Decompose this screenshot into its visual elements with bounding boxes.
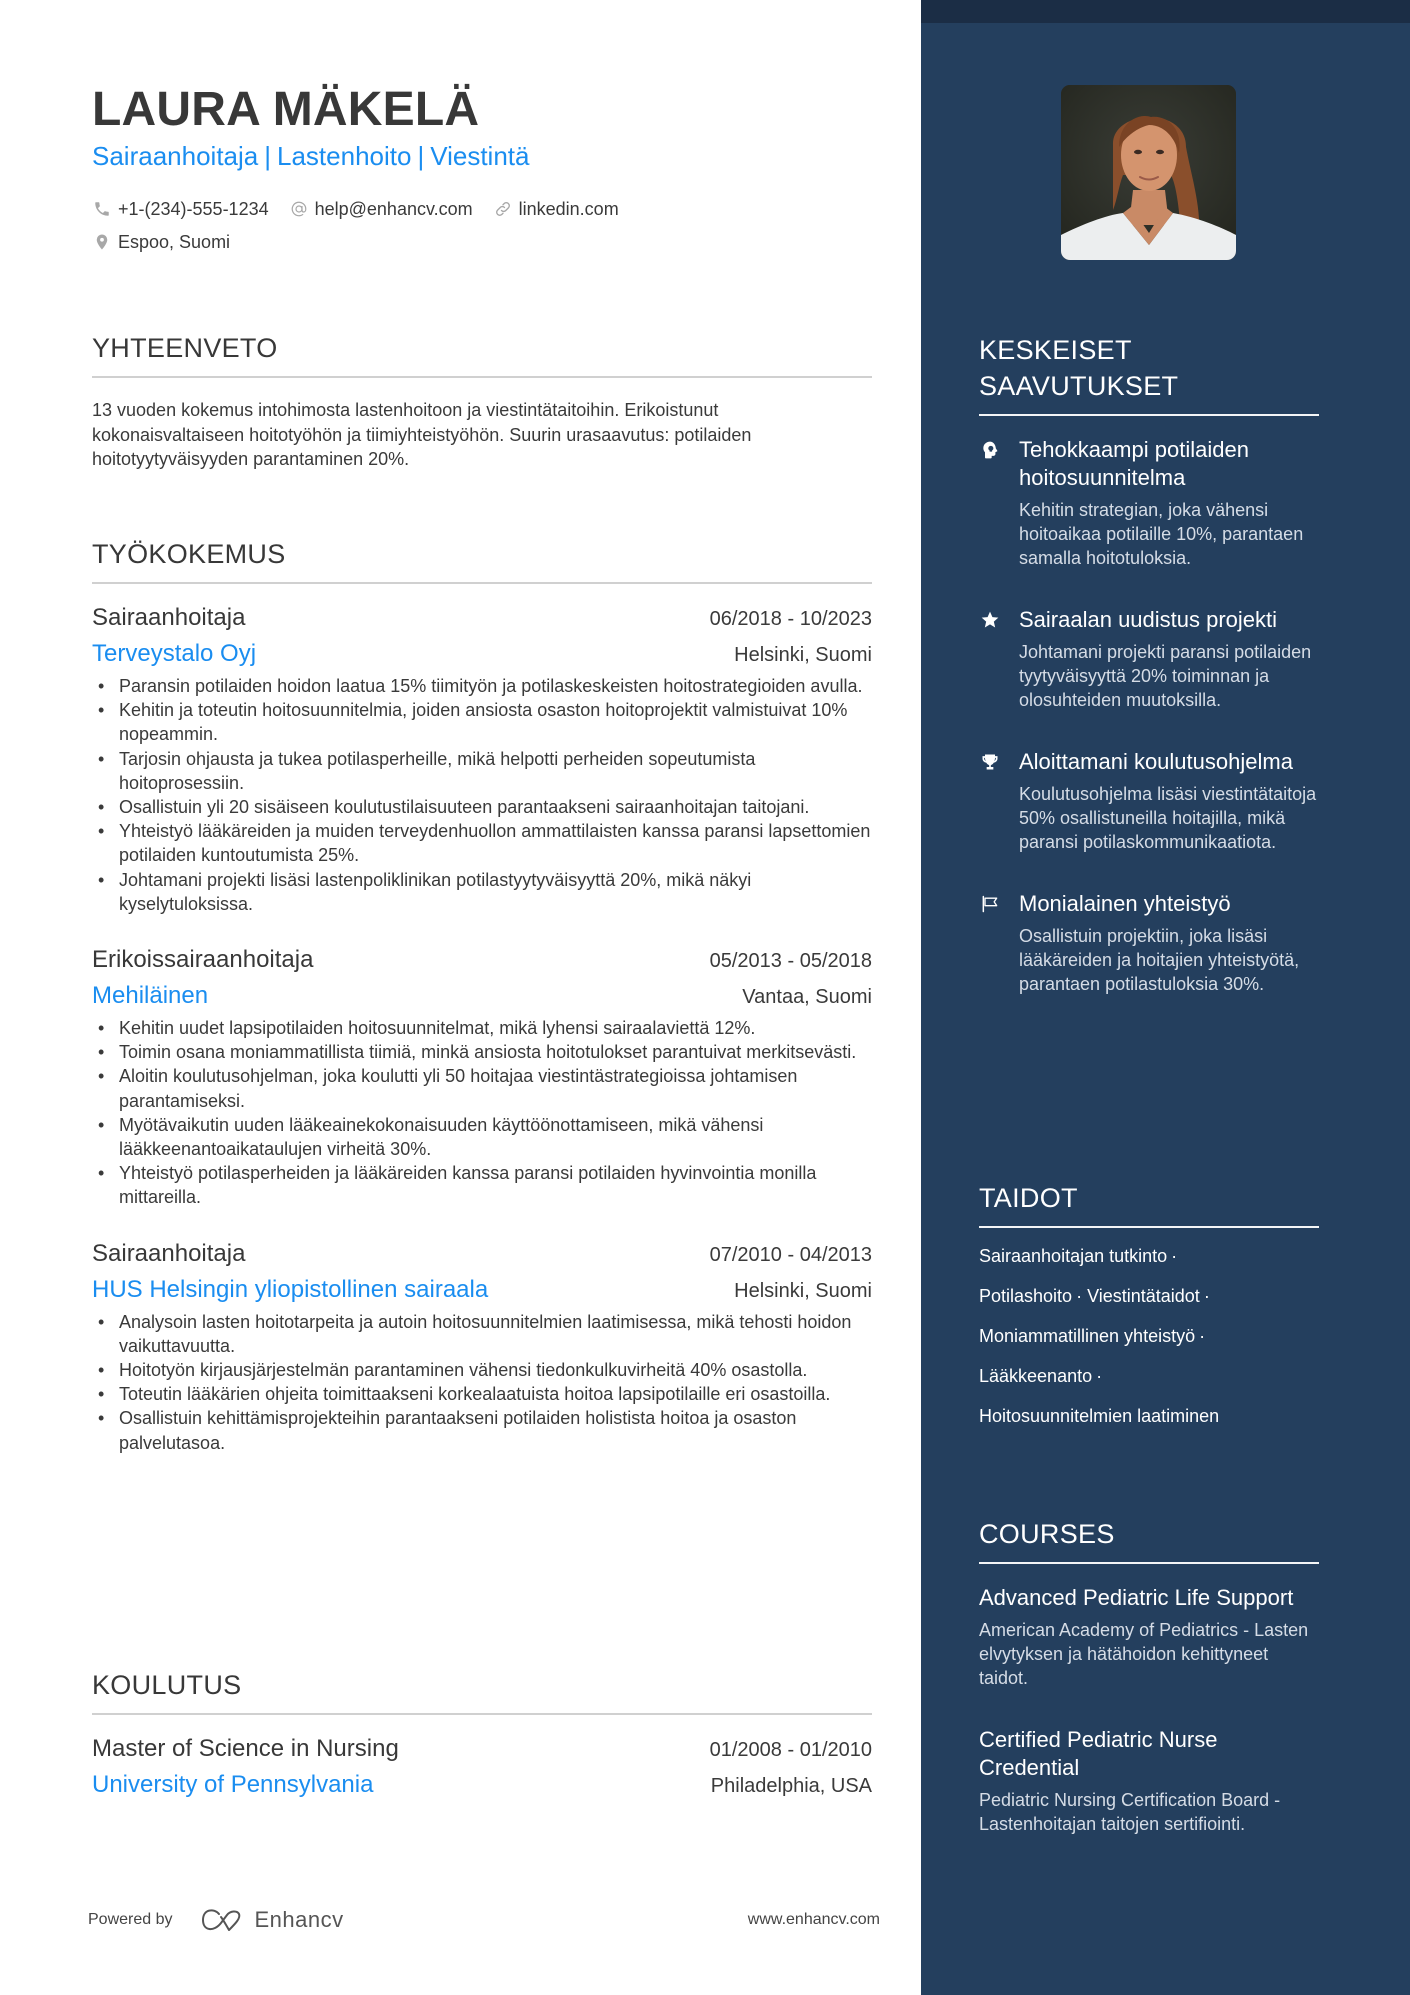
portrait-image [1061,85,1236,260]
job-bullet: • Analysoin lasten hoitotarpeita ja autoin hoitosuunnitelmien laatimisessa, mikä tehosti hoidon vaikuttavuutta. [92,1310,872,1358]
job-title: Sairaanhoitaja [92,604,246,631]
course-description: Pediatric Nursing Certification Board - Lastenhoitajan taitojen sertifiointi. [979,1790,1281,1834]
job-bullet: • Hoitotyön kirjausjärjestelmän parantaminen vähensi tiedonkulkuvirheitä 40% osastolla. [92,1358,872,1382]
achievement-item [979,748,1319,854]
job-company: Mehiläinen [92,982,209,1010]
job-location: Helsinki, Suomi [734,644,872,666]
skill-separator: · [1096,1366,1103,1386]
job-entry [92,1240,872,1455]
job-location: Vantaa, Suomi [742,986,872,1009]
achievement-description: Koulutusohjelma lisäsi viestintätaitoja 50% osallistuneilla hoitajilla, mikä paransi potilaskommunikaatiota. [1019,784,1317,852]
job-bullet: • Yhteistyö lääkäreiden ja muiden terveydenhuollon ammattilaisten kanssa paransi lapsettomien potilaiden kuntoutumista 25%. [92,819,872,867]
achievement-description: Osallistuin projektiin, joka lisäsi lääkäreiden ja hoitajien yhteistyötä, parantaen potilastuloksia 30%. [1019,926,1300,994]
job-bullet: • Tarjosin ohjausta ja tukea potilasperheille, mikä helpotti perheiden sopeutumista hoitoprosessiin. [92,747,872,795]
skill-item: Sairaanhoitajan tutkinto [979,1246,1168,1266]
experience-title: TYÖKOKEMUS [92,539,286,569]
summary-title: YHTEENVETO [92,333,278,363]
section-divider [92,1713,872,1715]
contact-location [92,232,230,253]
degree: Master of Science in Nursing [92,1735,399,1762]
course-item [979,1726,1319,1836]
website-link[interactable]: www.enhancv.com [747,1911,880,1928]
job-bullet: • Aloitin koulutusohjelman, joka koulutti yli 50 hoitajaa viestintästrategioissa johtamisen parantamiseksi. [92,1064,872,1112]
achievement-title: Tehokkaampi potilaiden hoitosuunnitelma [1019,437,1249,490]
linkedin-text: linkedin.com [518,198,619,219]
courses-section [979,1516,1319,1836]
candidate-name: LAURA MÄKELÄ [92,83,480,136]
contact-email[interactable] [289,199,473,220]
education-location: Philadelphia, USA [710,1775,872,1797]
sidebar-top-band [921,0,1410,23]
section-divider [92,582,872,584]
tagline-separator: | [417,141,425,171]
job-bullet: • Kehitin uudet lapsipotilaiden hoitosuunnitelmat, mikä lyhensi sairaalaviettä 12%. [92,1016,872,1040]
flag-icon [979,894,1001,918]
job-bullets [92,674,872,916]
job-bullets [92,1310,872,1455]
skill-separator: · [1171,1246,1178,1266]
summary-text: 13 vuoden kokemus intohimosta lastenhoitoon ja viestintätaitoihin. Erikoistunut kokonaisvaltaiseen hoitotyöhön ja tiimiyhteistyöhön. Suurin urasaavutus: potilaiden hoitotyytyväisyyden parantaminen 20%. [92,400,752,469]
enhancv-logo-icon [199,1907,247,1933]
job-bullet: • Myötävaikutin uuden lääkeainekokonaisuuden käyttöönottamiseen, mikä vähensi lääkkeenantoaikataulujen virheitä 30%. [92,1113,872,1161]
job-bullet: • Paransin potilaiden hoidon laatua 15% tiimityön ja potilaskeskeisten hoitostrategioiden avulla. [92,674,872,698]
skill-separator: · [1076,1286,1083,1306]
phone-text: +1-(234)-555-1234 [118,198,269,219]
job-bullets [92,1016,872,1210]
section-divider [92,376,872,378]
trophy-icon [979,752,1001,776]
job-company: Terveystalo Oyj [92,640,257,667]
section-divider [979,414,1319,416]
skill-item: Viestintätaidot [1087,1286,1200,1306]
contact-phone[interactable] [92,199,269,220]
job-location: Helsinki, Suomi [734,1279,872,1302]
job-bullet: • Johtamani projekti lisäsi lastenpoliklinikan potilastyytyväisyyttä 20%, mikä näkyi kyselytuloksissa. [92,868,872,916]
job-entry [92,604,872,916]
achievement-title: Monialainen yhteistyö [1019,891,1231,916]
job-bullet: • Toimin osana moniammatillista tiimiä, minkä ansiosta hoitotulokset parantuivat merkitsevästi. [92,1040,872,1064]
job-bullet: • Osallistuin yli 20 sisäiseen koulutustilaisuuteen parantaakseni sairaanhoitajan taitojani. [92,795,872,819]
skills-section [979,1180,1319,1444]
skill-item: Moniammatillinen yhteistyö [979,1326,1196,1346]
profile-photo [1061,85,1236,260]
achievement-item [979,436,1319,570]
skill-item: Potilashoito [979,1286,1073,1306]
job-title: Sairaanhoitaja [92,1239,246,1267]
tagline [92,141,529,172]
education-entry [92,1735,872,1799]
achievement-title: Aloittamani koulutusohjelma [1019,749,1293,774]
star-icon [979,610,1001,634]
section-divider [979,1562,1319,1564]
course-item [979,1584,1319,1690]
achievements-section [979,332,1319,996]
achievement-item [979,606,1319,712]
course-title: Certified Pediatric Nurse Credential [979,1727,1218,1780]
contact-info [92,196,872,262]
job-bullet: • Yhteistyö potilasperheiden ja lääkäreiden kanssa paransi potilaiden hyvinvointia monilla mittareilla. [92,1161,872,1209]
experience-section [92,539,872,1455]
at-icon [289,199,309,219]
achievement-description: Kehitin strategian, joka vähensi hoitoaikaa potilaille 10%, parantaen samalla hoitotuloksia. [1019,500,1304,568]
tagline-item: Viestintä [430,141,530,171]
education-section [92,1670,872,1799]
location-pin-icon [92,232,112,252]
phone-icon [92,199,112,219]
contact-linkedin[interactable] [493,199,619,220]
course-title: Advanced Pediatric Life Support [979,1585,1294,1610]
education-title: KOULUTUS [92,1670,242,1700]
courses-title: COURSES [979,1519,1115,1549]
job-dates: 07/2010 - 04/2013 [709,1243,872,1266]
email-text: help@enhancv.com [314,198,473,219]
job-bullet: • Osallistuin kehittämisprojekteihin parantaakseni potilaiden holistista hoitoa ja osaston palvelutasoa. [92,1406,872,1454]
job-bullet: • Kehitin ja toteutin hoitosuunnitelmia, joiden ansiosta osaston hoitoprojektit valmistuivat 10% nopeammin. [92,698,872,746]
footer [88,1900,880,1940]
school: University of Pennsylvania [92,1771,374,1798]
summary-section [92,333,872,472]
job-dates: 06/2018 - 10/2023 [709,608,872,630]
enhancv-logo[interactable] [199,1907,344,1933]
skill-separator: · [1203,1286,1210,1306]
section-divider [979,1226,1319,1228]
tagline-item: Sairaanhoitaja [92,141,259,171]
link-icon [493,199,513,219]
skill-item: Lääkkeenanto [979,1366,1093,1386]
brand-name: Enhancv [254,1907,344,1932]
achievement-description: Johtamani projekti paransi potilaiden tyytyväisyyttä 20% toiminnan ja olosuhteiden muutoksilla. [1019,642,1312,710]
skills-title: TAIDOT [979,1183,1078,1213]
skills-list [979,1244,1319,1428]
tagline-item: Lastenhoito [277,141,412,171]
job-company: HUS Helsingin yliopistollinen sairaala [92,1275,489,1303]
skill-item: Hoitosuunnitelmien laatiminen [979,1406,1220,1426]
achievement-item [979,890,1319,996]
powered-by-label: Powered by [88,1911,173,1928]
location-text: Espoo, Suomi [118,231,231,252]
job-bullet: • Toteutin lääkärien ohjeita toimittaakseni korkealaatuista hoitoa lapsipotilaille eri osastoilla. [92,1382,872,1406]
skill-separator: · [1199,1326,1206,1346]
job-dates: 05/2013 - 05/2018 [709,950,872,973]
sidebar [921,0,1410,1995]
achievement-title: Sairaalan uudistus projekti [1019,607,1278,632]
course-description: American Academy of Pediatrics - Lasten elvytyksen ja hätähoidon kehittyneet taidot. [979,1620,1309,1688]
job-title: Erikoissairaanhoitaja [92,946,314,974]
job-entry [92,946,872,1210]
education-dates: 01/2008 - 01/2010 [709,1739,872,1761]
tagline-separator: | [264,141,271,171]
head-bulb-icon [979,440,1001,464]
achievements-title: KESKEISET SAAVUTUKSET [979,335,1179,401]
